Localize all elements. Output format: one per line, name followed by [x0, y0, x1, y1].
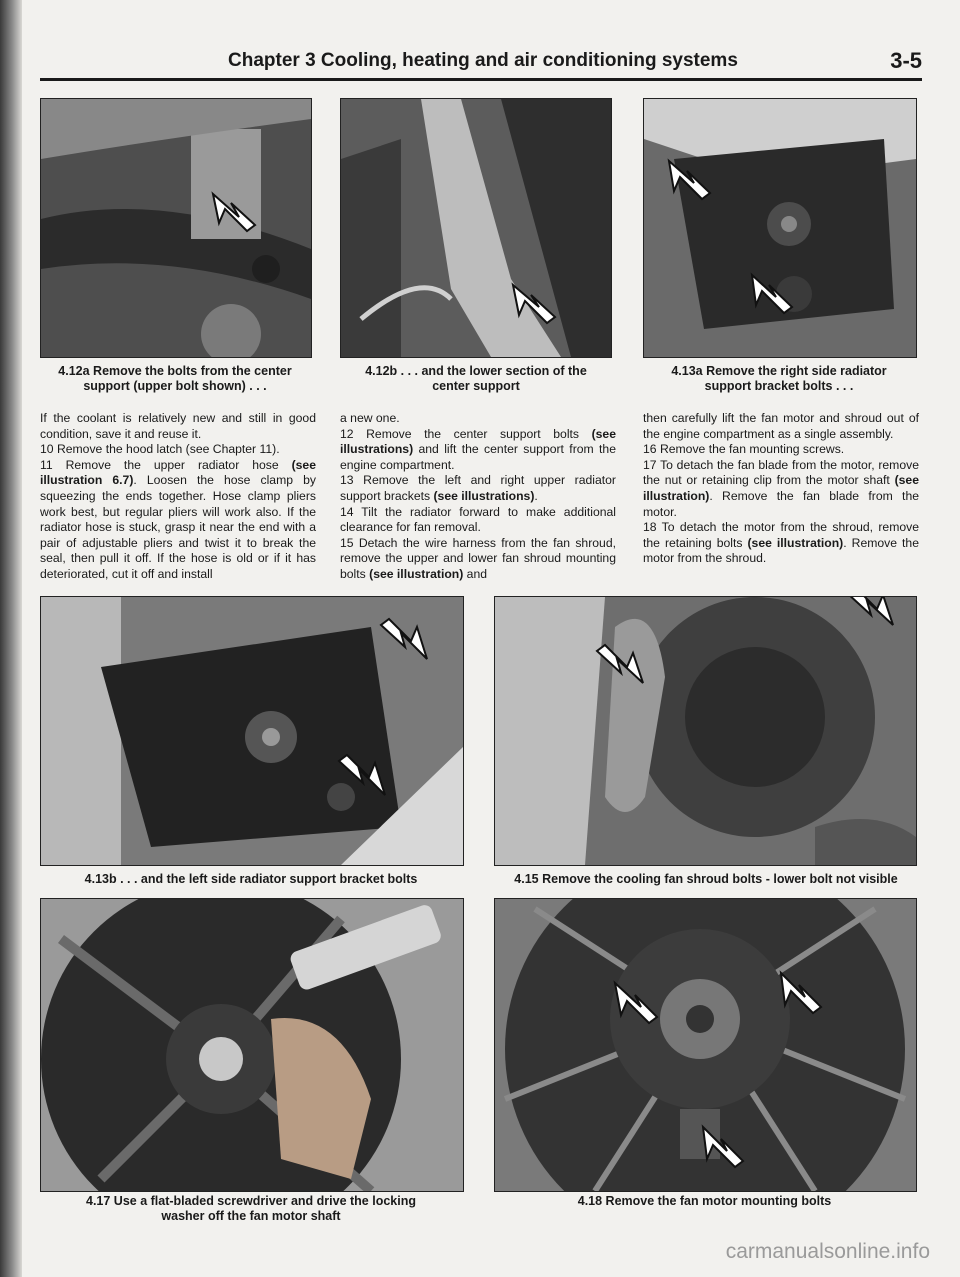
page-number: 3-5 — [890, 48, 922, 73]
chapter-title: Chapter 3 Cooling, heating and air conditioning systems — [228, 50, 738, 71]
photo-4-13b — [40, 596, 464, 866]
photo-4-12a — [40, 98, 312, 358]
caption-4-17: 4.17 Use a flat-bladed screwdriver and drive the locking washer off the fan motor shaft — [86, 1194, 416, 1223]
photo-4-13a — [643, 98, 917, 358]
text-column-2: a new one. 12 Remove the center support bolts (see illustrations) and lift the center support from the engine compartment. 13 Remove the left and right upper radiator support brackets (see illustrations). 14 Tilt the radiator forward to make additional clearance for fan removal. 15 Detach the wire harness from the fan shroud, remove the upper and lower fan shroud mounting bolts (see illustration) and — [340, 411, 616, 581]
page-binding-shadow — [0, 0, 22, 1277]
photo-4-15 — [494, 596, 917, 866]
text-column-1: If the coolant is relatively new and still in good condition, save it and reuse it. 10 Remove the hood latch (see Chapter 11). 11 Remove the upper radiator hose (see illustration 6.7). Loosen the hose clamp by squeezing the ends together. Hose clamp pliers work best, but regular pliers will work also. If the radiator hose is stuck, grasp it near the end with a pair of adjustable pliers and twist it to break the seal, then pull it off. If the hose is old or if it has deteriorated, cut it off and install — [40, 411, 316, 581]
caption-4-12a: 4.12a Remove the bolts from the center support (upper bolt shown) . . . — [58, 364, 292, 393]
caption-4-15: 4.15 Remove the cooling fan shroud bolts - lower bolt not visible — [514, 872, 898, 886]
photo-4-17 — [40, 898, 464, 1192]
page-header — [40, 48, 922, 81]
text-column-3: then carefully lift the fan motor and shroud out of the engine compartment as a single assembly. 16 Remove the fan mounting screws. 17 To detach the fan blade from the motor, remove the nut or retaining clip from the motor shaft (see illustration). Remove the fan blade from the motor. 18 To detach the motor from the shroud, remove the retaining bolts (see illustration). Remove the motor from the shroud. — [643, 411, 919, 566]
caption-4-13a: 4.13a Remove the right side radiator support bracket bolts . . . — [671, 364, 887, 393]
caption-4-12b: 4.12b . . . and the lower section of the center support — [365, 364, 587, 393]
caption-4-13b: 4.13b . . . and the left side radiator support bracket bolts — [84, 872, 418, 886]
photo-4-12b — [340, 98, 612, 358]
photo-4-18 — [494, 898, 917, 1192]
caption-4-18: 4.18 Remove the fan motor mounting bolts — [577, 1194, 832, 1208]
watermark: carmanualsonline.info — [725, 1240, 930, 1263]
